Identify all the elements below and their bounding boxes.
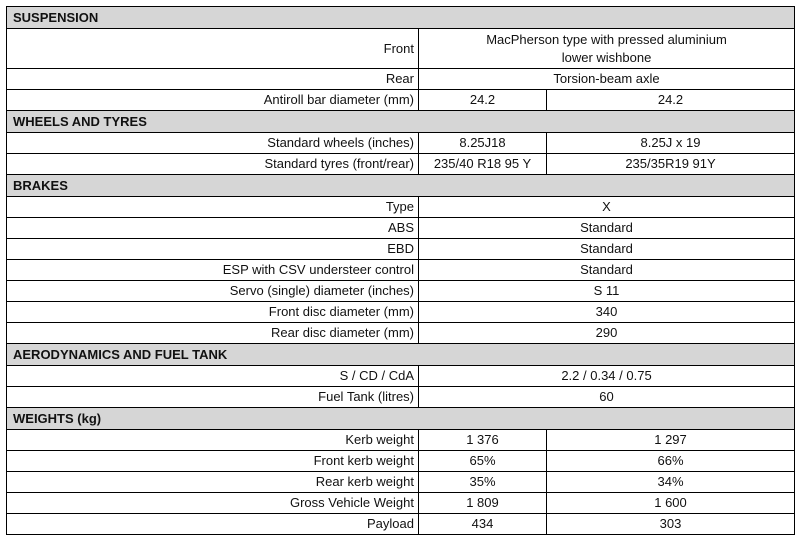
section-header-suspension — [7, 7, 795, 29]
table-row — [7, 69, 795, 90]
section-title: SUSPENSION — [7, 7, 795, 29]
row-label: Standard wheels (inches) — [7, 133, 419, 154]
section-title: AERODYNAMICS AND FUEL TANK — [7, 344, 795, 366]
table-row — [7, 239, 795, 260]
section-header-wheels — [7, 111, 795, 133]
row-label: EBD — [7, 239, 419, 260]
spec-table-container — [6, 6, 794, 535]
specifications-table — [6, 6, 795, 535]
row-value-a: 8.25J18 — [419, 133, 547, 154]
row-label: Antiroll bar diameter (mm) — [7, 90, 419, 111]
row-value-a: 1 809 — [419, 493, 547, 514]
row-value-b: 8.25J x 19 — [547, 133, 795, 154]
section-header-aero — [7, 344, 795, 366]
row-value: S 11 — [419, 281, 795, 302]
table-row — [7, 514, 795, 535]
row-value: 340 — [419, 302, 795, 323]
row-label: Fuel Tank (litres) — [7, 387, 419, 408]
table-row — [7, 302, 795, 323]
table-row — [7, 260, 795, 281]
table-row — [7, 218, 795, 239]
row-value-b: 24.2 — [547, 90, 795, 111]
table-row — [7, 323, 795, 344]
row-label: Rear disc diameter (mm) — [7, 323, 419, 344]
row-value: Torsion-beam axle — [419, 69, 795, 90]
row-label: ABS — [7, 218, 419, 239]
table-row — [7, 90, 795, 111]
row-label: Front kerb weight — [7, 451, 419, 472]
section-title: WHEELS AND TYRES — [7, 111, 795, 133]
row-value: Standard — [419, 218, 795, 239]
table-row — [7, 154, 795, 175]
table-row — [7, 133, 795, 154]
row-value: 60 — [419, 387, 795, 408]
section-header-brakes — [7, 175, 795, 197]
row-value-a: 235/40 R18 95 Y — [419, 154, 547, 175]
row-label: Kerb weight — [7, 430, 419, 451]
row-value-a: 35% — [419, 472, 547, 493]
row-label: Gross Vehicle Weight — [7, 493, 419, 514]
section-header-weights — [7, 408, 795, 430]
row-label: Type — [7, 197, 419, 218]
row-label: Front disc diameter (mm) — [7, 302, 419, 323]
row-label: Standard tyres (front/rear) — [7, 154, 419, 175]
table-row — [7, 430, 795, 451]
row-value-a: 24.2 — [419, 90, 547, 111]
row-value: X — [419, 197, 795, 218]
row-value-b: 235/35R19 91Y — [547, 154, 795, 175]
row-label: Rear kerb weight — [7, 472, 419, 493]
section-title: WEIGHTS (kg) — [7, 408, 795, 430]
row-value: 2.2 / 0.34 / 0.75 — [419, 366, 795, 387]
row-value: 290 — [419, 323, 795, 344]
row-label: Rear — [7, 69, 419, 90]
section-title: BRAKES — [7, 175, 795, 197]
row-value-a: 65% — [419, 451, 547, 472]
row-value-b: 34% — [547, 472, 795, 493]
table-row — [7, 197, 795, 218]
table-row — [7, 493, 795, 514]
table-row — [7, 281, 795, 302]
row-value-b: 1 600 — [547, 493, 795, 514]
row-value-a: 1 376 — [419, 430, 547, 451]
table-row — [7, 366, 795, 387]
row-value-a: 434 — [419, 514, 547, 535]
row-value: MacPherson type with pressed aluminium lower wishbone — [419, 29, 795, 69]
row-label: Front — [7, 29, 419, 69]
row-value-b: 303 — [547, 514, 795, 535]
row-label: Payload — [7, 514, 419, 535]
table-row — [7, 451, 795, 472]
row-label: Servo (single) diameter (inches) — [7, 281, 419, 302]
row-value: Standard — [419, 260, 795, 281]
table-row — [7, 472, 795, 493]
table-row — [7, 29, 795, 69]
row-label: S / CD / CdA — [7, 366, 419, 387]
row-label: ESP with CSV understeer control — [7, 260, 419, 281]
row-value: Standard — [419, 239, 795, 260]
row-value-b: 66% — [547, 451, 795, 472]
row-value-b: 1 297 — [547, 430, 795, 451]
table-row — [7, 387, 795, 408]
